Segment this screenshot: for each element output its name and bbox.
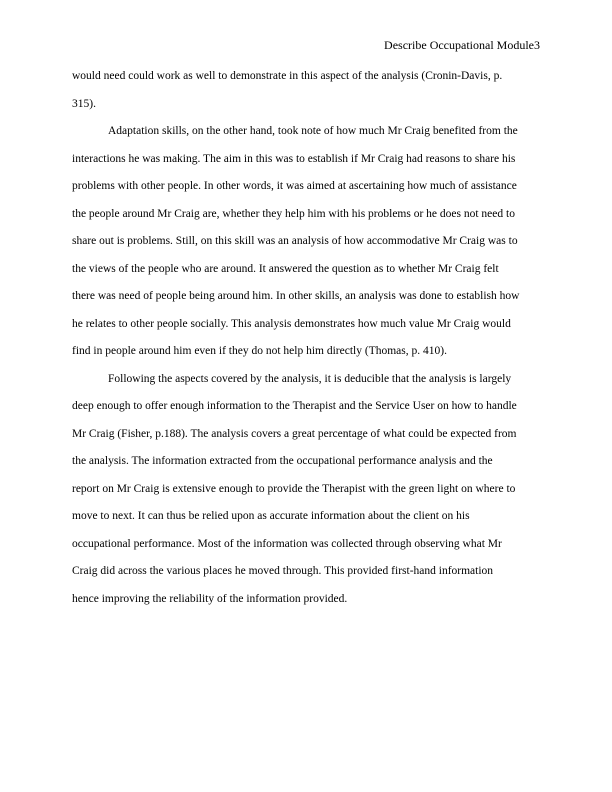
text-line: Following the aspects covered by the analysis, it is deducible that the analysis is largely (108, 372, 512, 385)
text-line: deep enough to offer enough information to the Therapist and the Service User on how to handle (72, 400, 517, 412)
paragraph (72, 68, 540, 123)
text-line: occupational performance. Most of the information was collected through observing what Mr (72, 537, 502, 550)
text-line: report on Mr Craig is extensive enough to provide the Therapist with the green light on where to (72, 482, 516, 495)
text-line: 315). (72, 97, 96, 110)
text-line: he relates to other people socially. This analysis demonstrates how much value Mr Craig would (72, 317, 511, 330)
body-text (72, 68, 540, 618)
paragraph (72, 123, 540, 371)
text-line: interactions he was making. The aim in this was to establish if Mr Craig had reasons to share his (72, 152, 516, 165)
text-line: move to next. It can thus be relied upon as accurate information about the client on his (72, 510, 470, 522)
text-line: Mr Craig (Fisher, p.188). The analysis covers a great percentage of what could be expected from (72, 427, 517, 440)
text-line: problems with other people. In other words, it was aimed at ascertaining how much of assistance (72, 180, 517, 192)
paragraph (72, 371, 540, 619)
text-line: Craig did across the various places he moved through. This provided first-hand information (72, 565, 494, 577)
text-line: hence improving the reliability of the information provided. (72, 592, 348, 605)
text-line: there was need of people being around him. In other skills, an analysis was done to establish how (72, 290, 520, 302)
text-line: share out is problems. Still, on this skill was an analysis of how accommodative Mr Craig was to (72, 235, 518, 247)
running-head: Describe Occupational Module3 (384, 38, 540, 52)
text-line: would need could work as well to demonstrate in this aspect of the analysis (Cronin-Davis, p. (72, 70, 503, 82)
text-line: Adaptation skills, on the other hand, took note of how much Mr Craig benefited from the (108, 125, 518, 137)
text-line: the analysis. The information extracted from the occupational performance analysis and the (72, 455, 493, 467)
text-line: find in people around him even if they do not help him directly (Thomas, p. 410). (72, 345, 447, 357)
text-line: the people around Mr Craig are, whether they help him with his problems or he does not need to (72, 207, 515, 220)
text-line: the views of the people who are around. It answered the question as to whether Mr Craig felt (72, 262, 499, 275)
